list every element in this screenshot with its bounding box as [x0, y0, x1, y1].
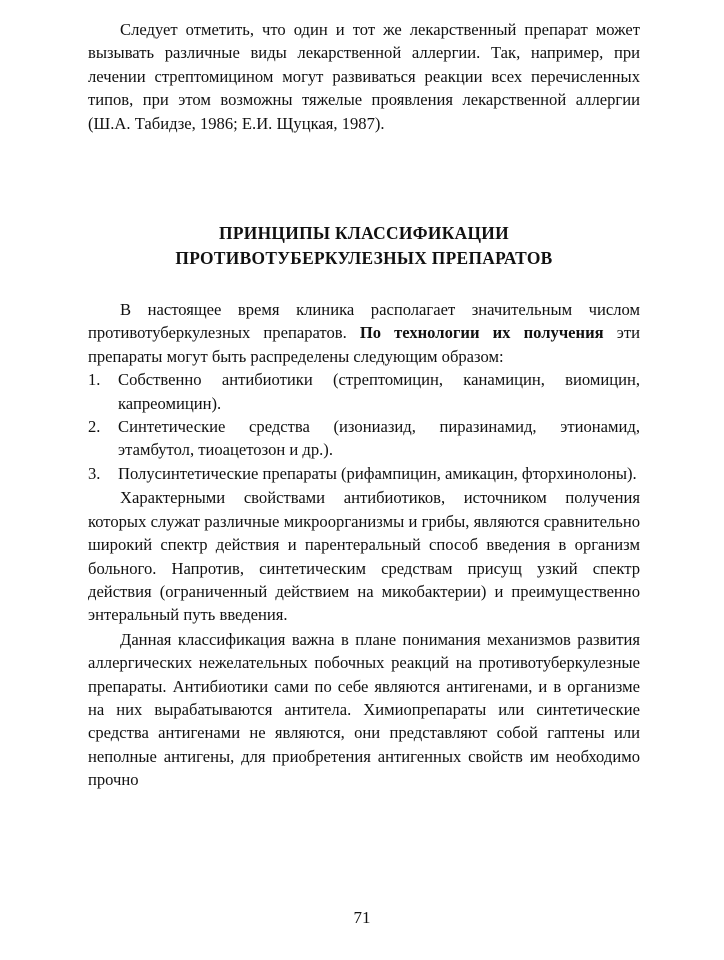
intro-paragraph: Следует отметить, что один и тот же лекарственный препарат может вызывать различные виды лекарственной аллергии. Так, например, при лечении стрептомицином могут развиваться реакции всех перечисленных типов, при этом возможны тяжелые проявления лекарственной аллергии (Ш.А. Табидзе, 1986; Е.И. Щуцкая, 1987).: [88, 20, 640, 133]
section-heading: [88, 221, 640, 271]
list-item-text: Полусинтетические препараты (рифампицин, амикацин, фторхинолоны).: [118, 463, 637, 483]
list-item: [88, 368, 640, 415]
list-item: [88, 415, 640, 462]
list-item: [88, 462, 640, 485]
list-item-number: 3.: [88, 463, 101, 483]
list-item-number: 1.: [88, 370, 101, 390]
page-number: 71: [353, 908, 371, 927]
section-heading-line-2: ПРОТИВОТУБЕРКУЛЕЗНЫХ ПРЕПАРАТОВ: [175, 248, 553, 269]
paragraph-classification-text-end: эти препараты могут быть распределены следующим образом:: [88, 323, 641, 366]
paragraph-antibiotic-properties: Характерными свойствами антибиотиков, источником получения которых служат различные микроорганизмы и грибы, являются сравнительно широкий спектр действия и парентеральный способ введения в организм больного. Напротив, синтетическим средствам присущ узкий спектр действия (ограниченный действием на микобактерии) и преимущественно энтеральный путь введения.: [88, 488, 640, 625]
list-item-text: Собственно антибиотики (стрептомицин, канамицин, виомицин, капреомицин).: [118, 370, 640, 413]
page-content: [88, 18, 640, 792]
paragraph-classification-importance: Данная классификация важна в плане понимания механизмов развития аллергических нежелательных побочных реакций на противотуберкулезные препараты. Антибиотики сами по себе являются антигенами, и в организме на них вырабатываются антитела. Химиопрепараты или синтетические средства антигенами не являются, они представляют собой гаптены или неполные антигены, для приобретения антигенных свойств им необходимо прочно: [88, 629, 640, 790]
section-heading-line-1: ПРИНЦИПЫ КЛАССИФИКАЦИИ: [219, 223, 509, 244]
paragraph-classification-text-start: В настоящее время клиника располагает значительным числом противотуберкулезных препаратов.: [88, 300, 640, 343]
paragraph-classification-intro: [88, 298, 640, 368]
list-item-number: 2.: [88, 417, 101, 437]
paragraph-classification-emphasis: По технологии их получения: [359, 323, 604, 343]
list-item-text: Синтетические средства (изониазид, пиразинамид, этионамид, этамбутол, тиоацетозон и др.).: [118, 417, 640, 460]
drug-category-list: [88, 368, 640, 485]
